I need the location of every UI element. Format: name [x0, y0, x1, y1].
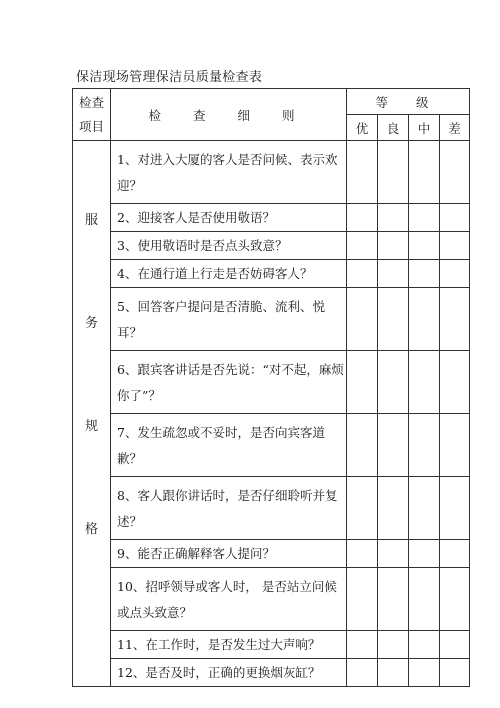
table-row — [73, 659, 470, 687]
table-row — [73, 260, 470, 288]
check-item-text: 4、在通行道上行走是否妨碍客人？ — [111, 260, 347, 288]
table-row — [73, 141, 470, 204]
grade-cell-good[interactable] — [378, 414, 409, 477]
header-grade: 等 级 — [347, 89, 470, 115]
check-item-text: 11、在工作时，是否发生过大声响？ — [111, 631, 347, 659]
grade-cell-average[interactable] — [409, 232, 440, 260]
grade-cell-excellent[interactable] — [347, 477, 378, 540]
grade-cell-excellent[interactable] — [347, 414, 378, 477]
table-row — [73, 414, 470, 477]
header-inspection-item — [73, 89, 111, 141]
grade-cell-poor[interactable] — [440, 540, 470, 568]
grade-cell-average[interactable] — [409, 631, 440, 659]
grade-cell-excellent[interactable] — [347, 141, 378, 204]
category-service-standard — [73, 141, 111, 687]
grade-cell-poor[interactable] — [440, 204, 470, 232]
check-item-text: 12、是否及时，正确的更换烟灰缸？ — [111, 659, 347, 687]
header-item-line2: 项目 — [78, 118, 104, 134]
grade-cell-average[interactable] — [409, 288, 440, 351]
check-item-text: 5、回答客户提问是否清脆、流利、悦耳？ — [111, 288, 347, 351]
grade-cell-average[interactable] — [409, 414, 440, 477]
header-row-1 — [73, 89, 470, 115]
grade-cell-poor[interactable] — [440, 659, 470, 687]
check-item-text: 9、能否正确解释客人提问？ — [111, 540, 347, 568]
check-item-text: 8、客人跟你讲话时，是否仔细聆听并复述？ — [111, 477, 347, 540]
category-char: 务 — [84, 316, 98, 331]
grade-cell-good[interactable] — [378, 540, 409, 568]
grade-cell-good[interactable] — [378, 288, 409, 351]
category-char: 格 — [84, 522, 98, 537]
header-inspection-detail: 检 查 细 则 — [111, 89, 347, 141]
table-row — [73, 631, 470, 659]
grade-cell-good[interactable] — [378, 232, 409, 260]
grade-cell-average[interactable] — [409, 659, 440, 687]
grade-cell-excellent[interactable] — [347, 232, 378, 260]
grade-cell-good[interactable] — [378, 351, 409, 414]
grade-cell-excellent[interactable] — [347, 568, 378, 631]
header-item-line1: 检查 — [78, 94, 104, 110]
table-row — [73, 477, 470, 540]
grade-poor: 差 — [440, 115, 470, 141]
table-row — [73, 204, 470, 232]
grade-cell-excellent[interactable] — [347, 540, 378, 568]
grade-cell-good[interactable] — [378, 260, 409, 288]
table-row — [73, 540, 470, 568]
check-item-text: 6、跟宾客讲话是否先说：“对不起，麻烦你了”？ — [111, 351, 347, 414]
check-item-text: 10、招呼领导或客人时， 是否站立问候或点头致意？ — [111, 568, 347, 631]
grade-good: 良 — [378, 115, 409, 141]
grade-cell-good[interactable] — [378, 631, 409, 659]
table-row — [73, 568, 470, 631]
grade-cell-average[interactable] — [409, 141, 440, 204]
grade-cell-poor[interactable] — [440, 351, 470, 414]
grade-cell-average[interactable] — [409, 260, 440, 288]
grade-cell-average[interactable] — [409, 540, 440, 568]
check-item-text: 3、使用敬语时是否点头致意？ — [111, 232, 347, 260]
grade-cell-poor[interactable] — [440, 414, 470, 477]
grade-excellent: 优 — [347, 115, 378, 141]
table-row — [73, 288, 470, 351]
table-row — [73, 351, 470, 414]
table-row — [73, 232, 470, 260]
grade-cell-poor[interactable] — [440, 477, 470, 540]
grade-cell-poor[interactable] — [440, 232, 470, 260]
inspection-table — [72, 88, 470, 687]
grade-cell-good[interactable] — [378, 568, 409, 631]
grade-cell-good[interactable] — [378, 659, 409, 687]
grade-cell-poor[interactable] — [440, 568, 470, 631]
grade-cell-excellent[interactable] — [347, 288, 378, 351]
check-item-text: 2、迎接客人是否使用敬语？ — [111, 204, 347, 232]
grade-average: 中 — [409, 115, 440, 141]
check-item-text: 1、对进入大厦的客人是否问候、表示欢迎？ — [111, 141, 347, 204]
grade-cell-excellent[interactable] — [347, 351, 378, 414]
category-char: 服 — [84, 213, 98, 228]
grade-cell-poor[interactable] — [440, 288, 470, 351]
grade-cell-excellent[interactable] — [347, 631, 378, 659]
grade-cell-poor[interactable] — [440, 260, 470, 288]
grade-cell-average[interactable] — [409, 204, 440, 232]
grade-cell-average[interactable] — [409, 477, 440, 540]
grade-cell-poor[interactable] — [440, 631, 470, 659]
grade-cell-good[interactable] — [378, 477, 409, 540]
document-title: 保洁现场管理保洁员质量检查表 — [76, 70, 263, 85]
grade-cell-average[interactable] — [409, 351, 440, 414]
grade-cell-average[interactable] — [409, 568, 440, 631]
grade-cell-excellent[interactable] — [347, 260, 378, 288]
check-item-text: 7、发生疏忽或不妥时，是否向宾客道歉？ — [111, 414, 347, 477]
grade-cell-excellent[interactable] — [347, 659, 378, 687]
grade-cell-good[interactable] — [378, 204, 409, 232]
grade-cell-good[interactable] — [378, 141, 409, 204]
category-char: 规 — [84, 419, 98, 434]
grade-cell-excellent[interactable] — [347, 204, 378, 232]
grade-cell-poor[interactable] — [440, 141, 470, 204]
